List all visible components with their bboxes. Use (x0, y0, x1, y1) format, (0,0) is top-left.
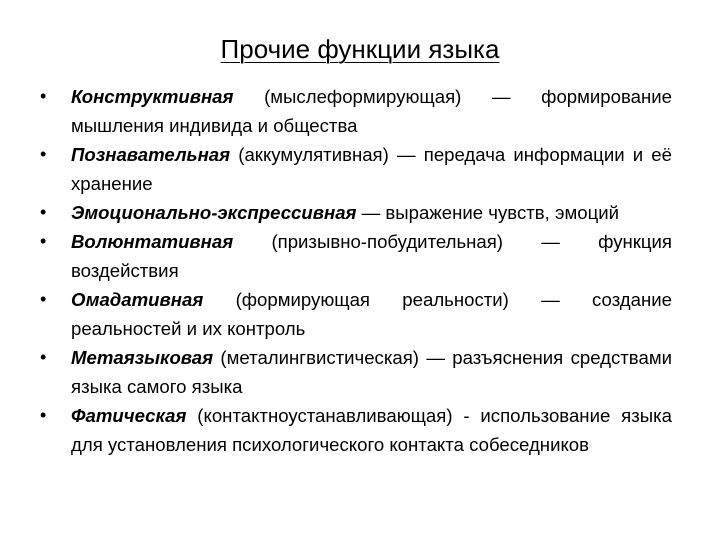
function-term: Познавательная (71, 144, 231, 165)
function-term: Конструктивная (71, 86, 234, 107)
function-description: (аккумулятивная) — передача информации и её хранение (71, 144, 672, 194)
list-item (38, 82, 672, 140)
bullet-icon: • (40, 144, 47, 164)
slide-title-text: Прочие функции языка (220, 34, 500, 64)
list-item (38, 227, 672, 285)
bullet-icon: • (40, 86, 47, 106)
function-term: Фатическая (71, 405, 187, 426)
bullet-icon: • (40, 347, 47, 367)
function-description: — выражение чувств, эмоций (356, 202, 620, 223)
function-description: (мыслеформирующая) — формирование мышления индивида и общества (71, 86, 672, 136)
bullet-icon: • (40, 231, 47, 251)
function-description: (призывно-побудительная) — функция воздействия (71, 231, 672, 281)
bullet-icon: • (40, 202, 47, 222)
function-term: Метаязыковая (71, 347, 214, 368)
list-item (38, 198, 672, 227)
list-item (38, 401, 672, 459)
function-description: (контактноустанавливающая) - использование языка для установления психологического контакта собеседников (71, 405, 672, 455)
bullet-icon: • (40, 405, 47, 425)
list-item (38, 285, 672, 343)
function-term: Омадативная (71, 289, 204, 310)
list-item (38, 140, 672, 198)
function-term: Волюнтативная (71, 231, 234, 252)
slide-title (0, 32, 720, 66)
bullet-icon: • (40, 289, 47, 309)
function-description: (металингвистическая) — разъяснения средствами языка самого языка (71, 347, 672, 397)
function-description: (формирующая реальности) — создание реальностей и их контроль (71, 289, 672, 339)
functions-list (38, 82, 672, 459)
function-term: Эмоционально-экспрессивная (71, 202, 357, 223)
list-item (38, 343, 672, 401)
